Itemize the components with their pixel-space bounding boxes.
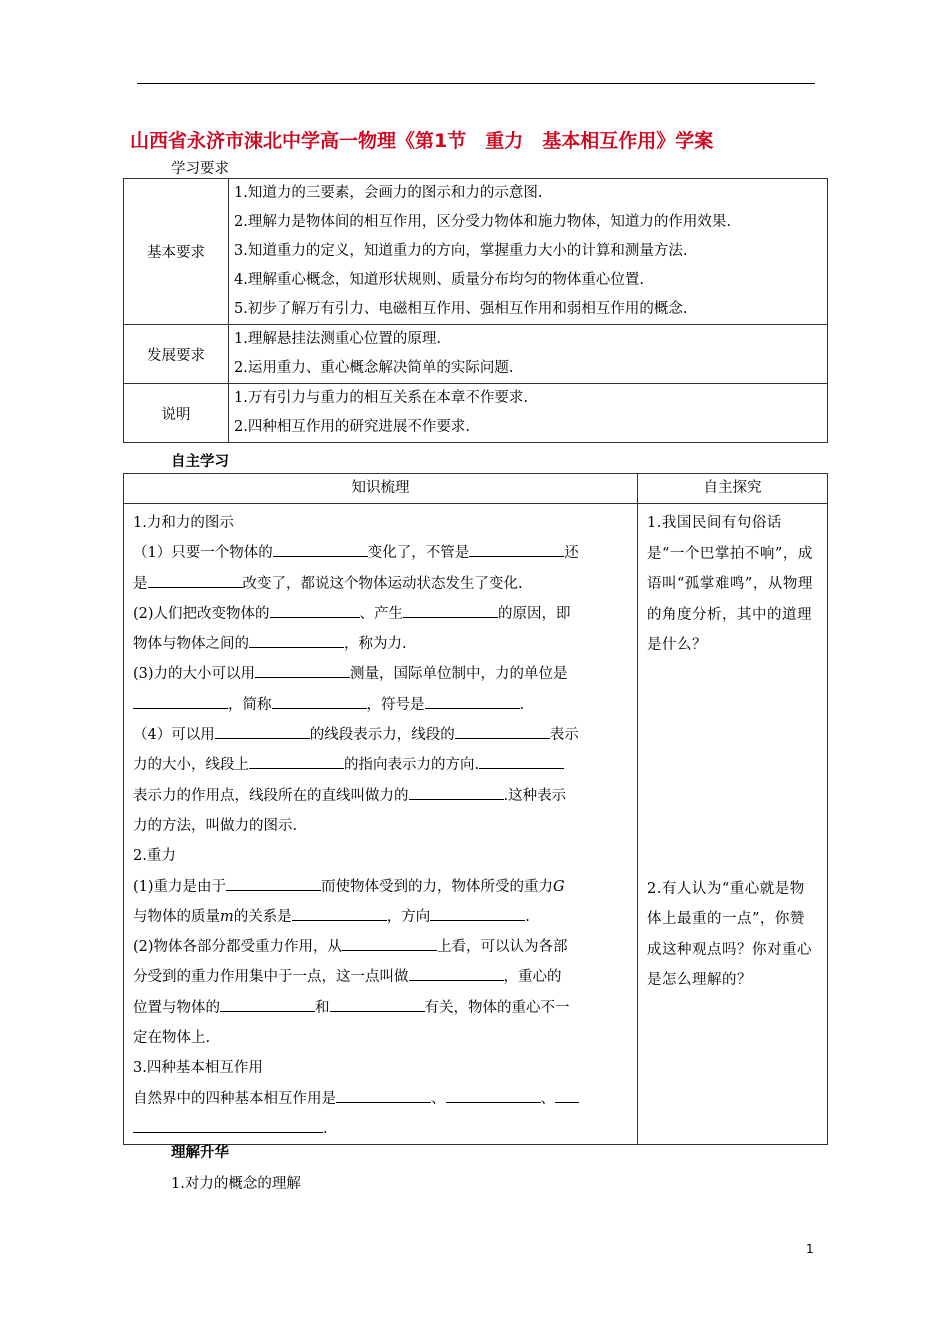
list-item: 5.初步了解万有引力、电磁相互作用、强相互作用和弱相互作用的概念. [234,301,688,317]
list-item: 2.运用重力、重心概念解决简单的实际问题. [234,360,514,376]
list-item: 1.知道力的三要素，会画力的图示和力的示意图. [234,185,543,201]
blank-input[interactable] [249,756,344,769]
page-title: 山西省永济市涑北中学高一物理《第1节 重力 基本相互作用》学案 [130,130,714,152]
study-table [123,473,828,1145]
blank-input[interactable] [409,968,504,981]
text-line: 位置与物体的 和 有关，物体的重心不一 [133,999,570,1016]
blank-input[interactable] [430,908,525,921]
blank-input[interactable] [455,726,550,739]
text-line: . [133,1114,633,1144]
text-line: 与物体的质量m的关系是 ，方向 . [133,908,530,925]
row-items [229,179,828,325]
list-item: 2.四种相互作用的研究进展不作要求. [234,419,470,435]
knowledge-cell [124,504,638,1145]
section-learning-requirements: 学习要求 [171,161,229,177]
column-header-explore: 自主探究 [638,474,828,504]
blank-input[interactable] [292,908,387,921]
blank-input[interactable] [342,938,437,951]
list-item: 1.理解悬挂法测重心位置的原理. [234,331,441,347]
blank-input[interactable] [446,1090,541,1103]
text-line: 分受到的重力作用集中于一点，这一点叫做 ，重心的 [133,969,562,986]
explore-question-2: 2.有人认为“重心就是物体上最重的一点”，你赞成这种观点吗？你对重心是怎么理解的？ [647,880,812,988]
blank-input[interactable] [133,696,228,709]
blank-input[interactable] [330,999,425,1012]
blank-input[interactable] [409,787,504,800]
text-line: (2)物体各部分都受重力作用，从 上看，可以认为各部 [133,939,568,956]
blank-input[interactable] [220,999,315,1012]
row-items [229,384,828,443]
header-rule [137,83,815,84]
page-number: 1 [806,1242,814,1256]
blank-input[interactable] [215,726,310,739]
blank-input[interactable] [479,756,564,769]
blank-input[interactable] [273,544,368,557]
blank-input[interactable] [403,605,498,618]
list-item: 1.万有引力与重力的相互关系在本章不作要求. [234,390,528,406]
text-line: (3)力的大小可以用 测量，国际单位制中，力的单位是 [133,666,568,683]
text-line: 力的方法，叫做力的图示. [133,817,298,834]
blank-input[interactable] [133,1120,323,1133]
table-row [124,504,828,1145]
list-item: 2.理解力是物体间的相互作用，区分受力物体和施力物体，知道力的作用效果. [234,214,731,230]
blank-input[interactable] [270,605,360,618]
row-items [229,325,828,384]
blank-input[interactable] [226,878,321,891]
requirements-table [123,178,828,443]
blank-input[interactable] [249,635,344,648]
heading-force: 1.力和力的图示 [133,515,234,531]
text-line: 表示力的作用点，线段所在的直线叫做力的 .这种表示 [133,787,567,804]
blank-input[interactable] [272,696,367,709]
text-line: 力的大小，线段上 的指向表示力的方向. [133,750,633,780]
row-label: 基本要求 [124,179,229,325]
text-line: ，简称 ，符号是 . [133,690,633,720]
heading-gravity: 2.重力 [133,848,176,865]
blank-input[interactable] [425,696,520,709]
understanding-item-1: 1.对力的概念的理解 [171,1176,301,1192]
section-understanding: 理解升华 [171,1145,229,1161]
row-label: 说明 [124,384,229,443]
blank-input[interactable] [148,575,243,588]
text-line: 是 改变了，都说这个物体运动状态发生了变化. [133,575,523,592]
text-line: (2)人们把改变物体的 、产生 的原因，即 [133,605,571,622]
text-line: （1）只要一个物体的 变化了，不管是 还 [133,545,579,562]
table-row [124,384,828,443]
blank-input[interactable] [555,1090,579,1103]
text-line: 自然界中的四种基本相互作用是 、 、 [133,1084,633,1114]
text-line: 定在物体上. [133,1030,211,1047]
explore-cell [638,504,828,1145]
text-line: (1)重力是由于 而使物体受到的力，物体所受的重力G [133,878,565,895]
table-header-row [124,474,828,504]
row-label: 发展要求 [124,325,229,384]
list-item: 4.理解重心概念，知道形状规则、质量分布均匀的物体重心位置. [234,272,644,288]
text-line: 物体与物体之间的 ，称为力. [133,636,407,653]
blank-input[interactable] [336,1090,431,1103]
text-line: （4）可以用 的线段表示力，线段的 表示 [133,727,579,744]
column-header-knowledge: 知识梳理 [124,474,638,504]
section-self-study: 自主学习 [171,454,229,470]
table-row [124,325,828,384]
blank-input[interactable] [255,665,350,678]
heading-interactions: 3.四种基本相互作用 [133,1060,263,1077]
blank-input[interactable] [469,544,564,557]
table-row [124,179,828,325]
list-item: 3.知道重力的定义，知道重力的方向，掌握重力大小的计算和测量方法. [234,243,688,259]
explore-question-1: 1.我国民间有句俗话是“一个巴掌拍不响”，成语叫“孤掌难鸣”，从物理的角度分析，其中的道理是什么？ [647,515,813,653]
